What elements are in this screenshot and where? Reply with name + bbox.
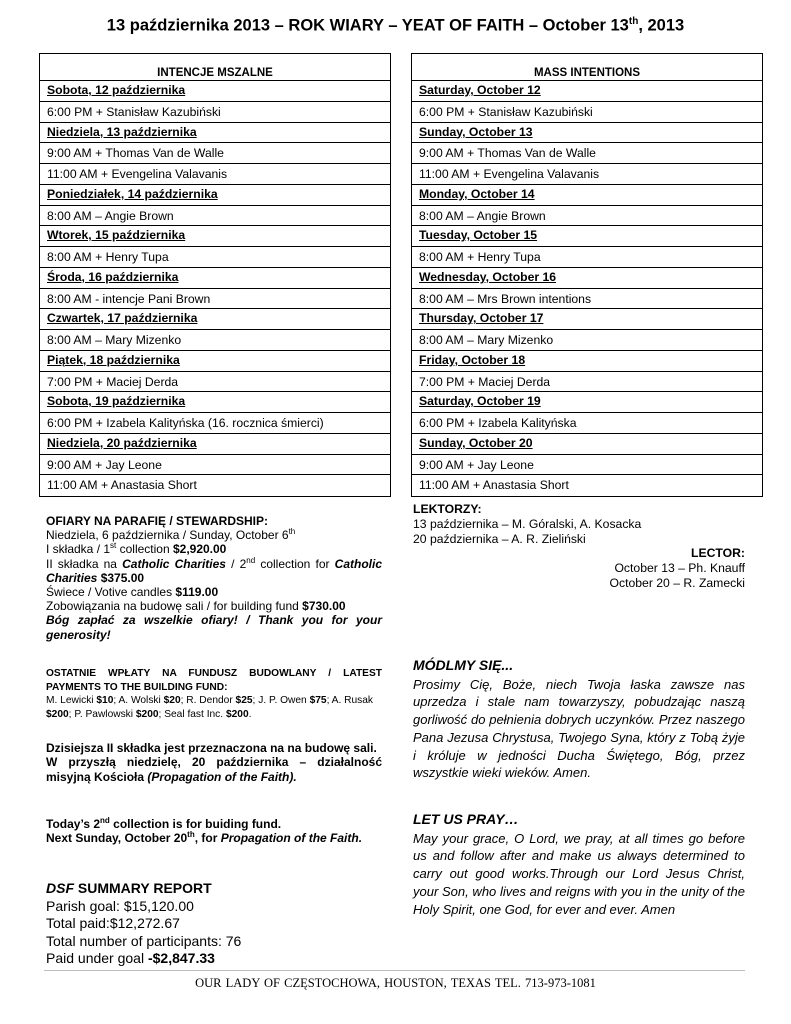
payment-item: A. Wolski $20; <box>118 695 187 706</box>
intention-day-row: Thursday, October 17 <box>412 309 762 330</box>
dsf-total-paid: Total paid:$12,272.67 <box>46 915 180 931</box>
first-collection: I składka / 1st collection $2,920.00 <box>46 541 227 557</box>
intention-row: 11:00 AM + Anastasia Short <box>419 478 569 493</box>
footer-address: OUR LADY OF CZĘSTOCHOWA, HOUSTON, TEXAS TEL. 713-973-1081 <box>195 976 596 990</box>
intention-row: 9:00 AM + Jay Leone <box>40 455 390 476</box>
prayer-heading-polish: MÓDLMY SIĘ... <box>413 657 514 673</box>
intentions-heading-polish: INTENCJE MSZALNE <box>40 54 390 81</box>
intention-day-row: Wtorek, 15 października <box>40 226 390 247</box>
intentions-table-polish <box>39 53 391 497</box>
intention-day-row: Czwartek, 17 października <box>40 309 390 330</box>
intention-row: 6:00 PM + Stanisław Kazubiński <box>40 102 390 123</box>
intention-row: 11:00 AM + Anastasia Short <box>47 478 197 493</box>
intention-day-row: Saturday, October 19 <box>412 392 762 413</box>
intentions-rows-english <box>412 81 762 496</box>
dsf-heading: DSF SUMMARY REPORT <box>46 880 212 896</box>
intention-row: 11:00 AM + Evengelina Valavanis <box>40 164 390 185</box>
building-payments-section <box>46 667 382 721</box>
intention-day-row: Piątek, 18 października <box>40 351 390 372</box>
intention-day-row: Friday, October 18 <box>412 351 762 372</box>
lectors-polish <box>413 502 745 547</box>
dsf-summary <box>46 880 382 968</box>
lectors-heading-polish: LEKTORZY: <box>413 502 482 516</box>
prayer-heading-english: LET US PRAY… <box>413 811 519 827</box>
dsf-participants: Total number of participants: 76 <box>46 932 242 949</box>
lector-line: October 13 – Ph. Knauff <box>614 561 745 575</box>
lector-line: 20 października – A. R. Zieliński <box>413 532 586 546</box>
intention-row: 7:00 PM + Maciej Derda <box>40 372 390 393</box>
intention-row: 8:00 AM – Angie Brown <box>40 206 390 227</box>
second-collection: II składka na Catholic Charities / 2nd collection for Catholic Charities $375.00 <box>46 555 383 585</box>
intention-row: 7:00 PM + Maciej Derda <box>412 372 762 393</box>
dsf-under-goal: Paid under goal -$2,847.33 <box>46 950 215 966</box>
intention-row: 8:00 AM – Mary Mizenko <box>40 330 390 351</box>
announcements-polish <box>46 741 382 784</box>
payment-item: A. Rusak $200; <box>46 695 374 720</box>
stewardship-date: Niedziela, 6 października / Sunday, October 6th <box>46 527 296 543</box>
announcements-english <box>46 817 382 846</box>
stewardship-heading: OFIARY NA PARAFIĘ / STEWARDSHIP: <box>46 514 269 528</box>
footer-divider <box>44 970 745 971</box>
intention-row: 8:00 AM + Henry Tupa <box>40 247 390 268</box>
intention-row: 6:00 PM + Izabela Kalityńska <box>412 413 762 434</box>
intention-row: 9:00 AM + Jay Leone <box>412 455 762 476</box>
intention-day-row: Niedziela, 20 października <box>40 434 390 455</box>
intention-row: 8:00 AM – Angie Brown <box>412 206 762 227</box>
prayer-body-english: May your grace, O Lord, we pray, at all times go before us and follow after and make us always determined to carry out good works.Through our Lord Jesus Christ, your Son, who lives and reigns with you in the unity of the Holy Spirit, one God, for ever and ever. Amen <box>413 830 745 917</box>
announcement-next-polish: W przyszłą niedzielę, 20 października – działalność misyjną Kościoła (Propagation of the Faith). <box>46 755 382 784</box>
votive-candles: Świece / Votive candles $119.00 <box>46 585 219 600</box>
intention-day-row: Sunday, October 13 <box>412 123 762 144</box>
lector-line: October 20 – R. Zamecki <box>609 576 745 590</box>
stewardship-thanks: Bóg zapłać za wszelkie ofiary! / Thank you for your generosity! <box>46 613 382 642</box>
intentions-table-english <box>411 53 763 497</box>
page-title: 13 października 2013 – ROK WIARY – YEAT OF FAITH – October 13th, 2013 <box>106 16 685 35</box>
intention-day-row: Sobota, 19 października <box>40 392 390 413</box>
intention-row: 8:00 AM - intencje Pani Brown <box>40 289 390 310</box>
intention-row: 11:00 AM + Evengelina Valavanis <box>412 164 762 185</box>
intention-row: 6:00 PM + Stanisław Kazubiński <box>412 102 762 123</box>
payment-item: P. Pawlowski $200; <box>74 708 165 720</box>
prayer-english <box>413 811 745 918</box>
intentions-rows-polish <box>40 81 390 496</box>
payment-item: R. Dendor $25; <box>186 695 259 706</box>
dsf-parish-goal: Parish goal: $15,120.00 <box>46 897 194 914</box>
intentions-heading-english: MASS INTENTIONS <box>412 54 762 81</box>
intention-row: 9:00 AM + Thomas Van de Walle <box>40 143 390 164</box>
intention-day-row: Niedziela, 13 października <box>40 123 390 144</box>
intention-day-row: Monday, October 14 <box>412 185 762 206</box>
intention-day-row: Poniedziałek, 14 października <box>40 185 390 206</box>
building-fund: Zobowiązania na budowę sali / for building fund $730.00 <box>46 599 346 614</box>
intention-row: 6:00 PM + Izabela Kalityńska (16. rocznica śmierci) <box>40 413 390 434</box>
payment-item: M. Lewicki $10; <box>46 695 119 706</box>
announcement-next-english: Next Sunday, October 20th, for Propagation of the Faith. <box>46 830 363 846</box>
lectors-heading-english: LECTOR: <box>691 546 745 560</box>
intention-day-row: Środa, 16 października <box>40 268 390 289</box>
intention-row: 8:00 AM – Mary Mizenko <box>412 330 762 351</box>
payment-item: Seal fast Inc. $200. <box>164 708 252 720</box>
building-payments-heading: OSTATNIE WPŁATY NA FUNDUSZ BUDOWLANY / LATEST PAYMENTS TO THE BUILDING FUND: <box>46 668 382 693</box>
intention-day-row: Saturday, October 12 <box>412 81 762 102</box>
intention-row: 9:00 AM + Thomas Van de Walle <box>412 143 762 164</box>
stewardship-section <box>46 514 382 642</box>
lectors-english <box>413 546 745 591</box>
intention-day-row: Tuesday, October 15 <box>412 226 762 247</box>
payment-item: J. P. Owen $75; <box>258 695 332 706</box>
intention-row: 8:00 AM – Mrs Brown intentions <box>412 289 762 310</box>
intention-day-row: Sunday, October 20 <box>412 434 762 455</box>
building-payments-list <box>46 694 382 721</box>
prayer-polish <box>413 657 745 782</box>
prayer-body-polish: Prosimy Cię, Boże, niech Twoja łaska zawsze nas uprzedza i stale nam towarzyszy, pobudzając naszą gorliwość do pełnienia dobrych uczynków. Przez naszego Pana Jezusa Chrystusa, Twojego Syna, który z Tobą żyje i króluje w jedności Ducha Świętego, Bóg, przez wszystkie wieki wieków. Amen. <box>413 676 745 781</box>
intention-day-row: Sobota, 12 października <box>40 81 390 102</box>
announcement-today-polish: Dzisiejsza II składka jest przeznaczona na na budowę sali. <box>46 741 377 755</box>
intention-day-row: Wednesday, October 16 <box>412 268 762 289</box>
intention-row: 8:00 AM + Henry Tupa <box>412 247 762 268</box>
announcement-today-english: Today’s 2nd collection is for buiding fund. <box>46 816 282 831</box>
lector-line: 13 października – M. Góralski, A. Kosacka <box>413 517 642 531</box>
